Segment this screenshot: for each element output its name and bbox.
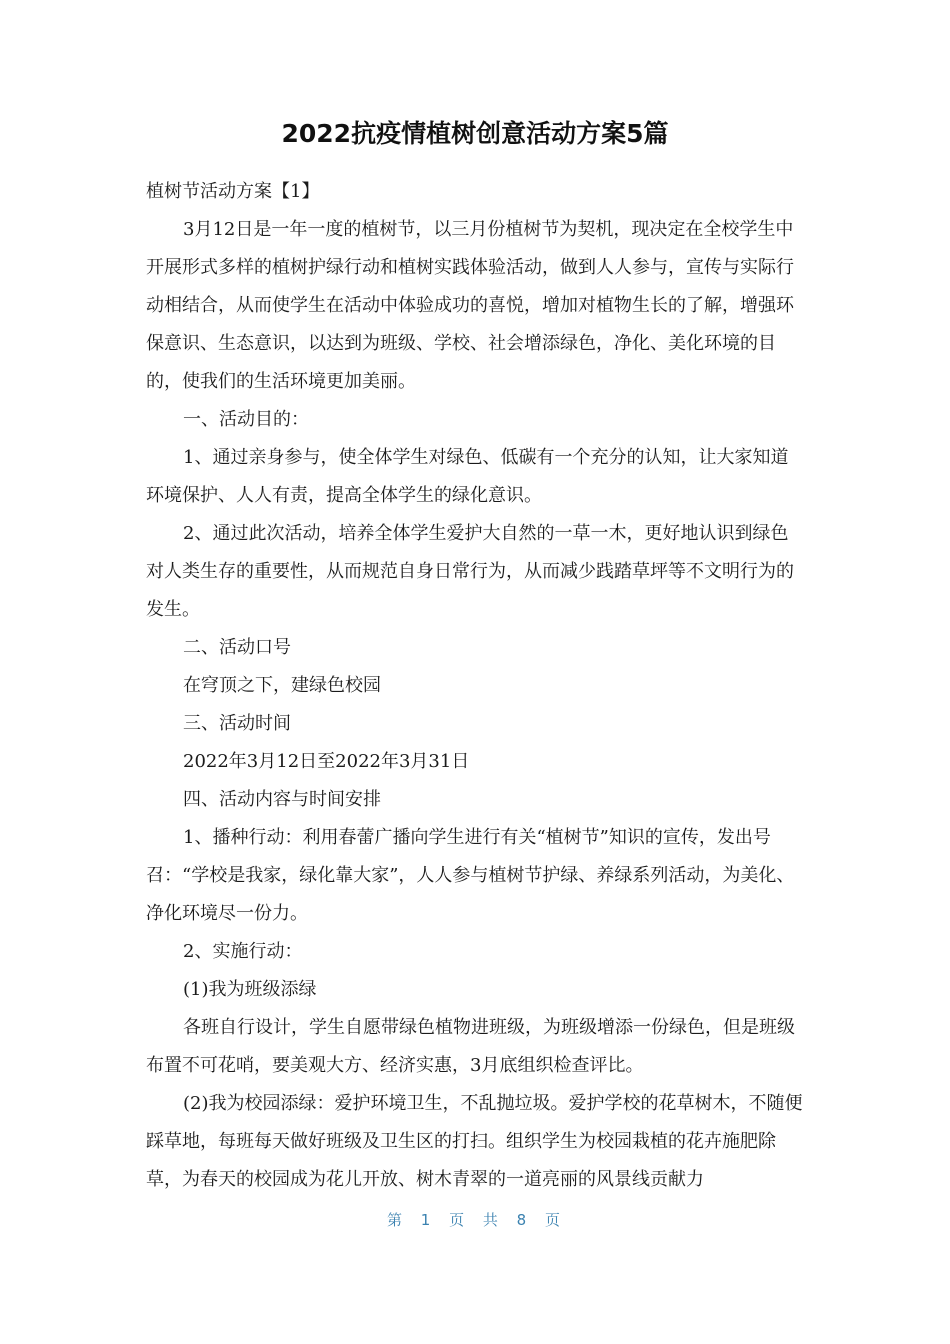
document-title: 2022抗疫情植树创意活动方案5篇 [281,119,669,148]
paragraph: (2)我为校园添绿：爱护环境卫生，不乱抛垃圾。爱护学校的花草树木，不随便踩草地，每班每天做好班级及卫生区的打扫。组织学生为校园栽植的花卉施肥除草，为春天的校园成为花儿开放、树木青翠的一道亮丽的风景线贡献力 [146,1093,803,1190]
paragraph: 在穹顶之下，建绿色校园 [183,675,381,696]
paragraph: (1)我为班级添绿 [183,979,317,1000]
paragraph: 四、活动内容与时间安排 [183,789,381,810]
paragraph: 2022年3月12日至2022年3月31日 [183,751,470,772]
paragraph: 3月12日是一年一度的植树节，以三月份植树节为契机，现决定在全校学生中开展形式多样的植树护绿行动和植树实践体验活动，做到人人参与，宣传与实际行动相结合，从而使学生在活动中体验成功的喜悦，增加对植物生长的了解，增强环保意识、生态意识，以达到为班级、学校、社会增添绿色，净化、美化环境的目的，使我们的生活环境更加美丽。 [146,219,794,392]
paragraph: 2、实施行动： [183,941,303,962]
paragraph: 一、活动目的： [183,409,309,430]
document-body [146,173,806,1199]
paragraph: 2、通过此次活动，培养全体学生爱护大自然的一草一木，更好地认识到绿色对人类生存的重要性，从而规范自身日常行为，从而减少践踏草坪等不文明行为的发生。 [146,523,794,620]
paragraph: 1、播种行动：利用春蕾广播向学生进行有关“植树节”知识的宣传，发出号召：“学校是我家，绿化靠大家”，人人参与植树节护绿、养绿系列活动，为美化、净化环境尽一份力。 [146,827,795,924]
paragraph: 二、活动口号 [183,637,291,658]
section-heading: 植树节活动方案【1】 [146,181,320,202]
page-footer: 第 1 页 共 8 页 [387,1211,563,1229]
paragraph: 1、通过亲身参与，使全体学生对绿色、低碳有一个充分的认知，让大家知道环境保护、人人有责，提高全体学生的绿化意识。 [146,447,789,506]
paragraph: 三、活动时间 [183,713,291,734]
paragraph: 各班自行设计，学生自愿带绿色植物进班级，为班级增添一份绿色，但是班级布置不可花哨，要美观大方、经济实惠，3月底组织检查评比。 [146,1017,795,1076]
